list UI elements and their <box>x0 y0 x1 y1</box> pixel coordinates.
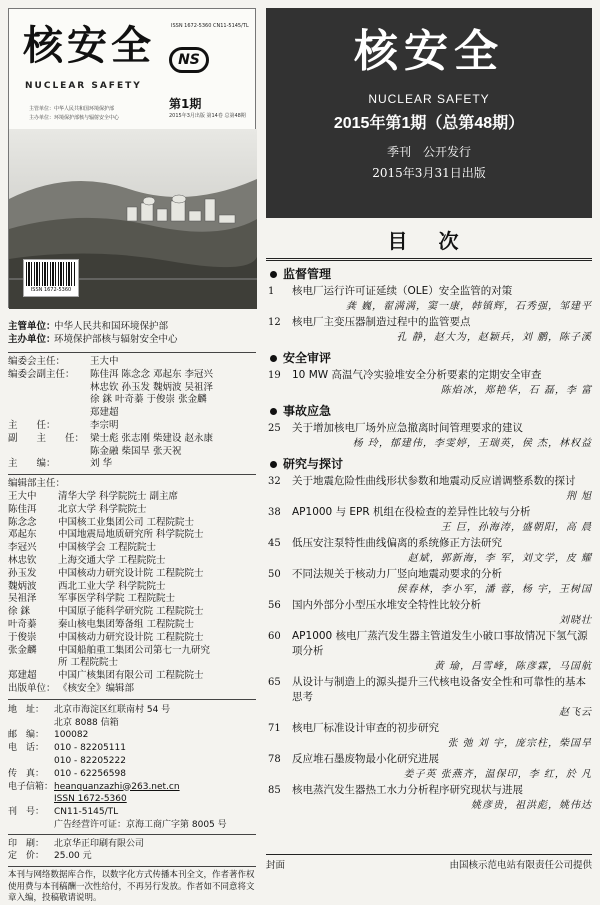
member-name: 于俊崇 <box>8 631 37 643</box>
editor-names: 徐 銤 叶奇蓁 于俊崇 张金麟 <box>90 394 207 406</box>
barcode-issn: ISSN 1672-5360 <box>30 287 72 293</box>
toc-entry-body <box>292 474 592 504</box>
page-number: 1 <box>268 286 275 297</box>
barcode <box>23 259 79 297</box>
member-affiliation: 中国核动力研究设计院 工程院院士 <box>58 567 204 579</box>
article-title: 核电蒸汽发生器热工水力分析程序研究现状与进展 <box>292 784 523 796</box>
table-of-contents <box>266 266 592 813</box>
article-authors: 姚彦贵，祖洪彪，姚伟达 <box>471 800 592 811</box>
toc-entry-body <box>292 675 592 720</box>
copyright-note: 本刊与网络数据库合作，以数字化方式传播本刊全文，作者著作权使用费与本刊稿酬一次性给付，不再另行发放。作者如不同意将文章入编，投稿敬请说明。 <box>8 870 255 904</box>
contact-label <box>8 819 54 832</box>
article-title: 10 MW 高温气冷实验堆安全分析要素的定期安全审查 <box>292 369 542 381</box>
toc-entry[interactable] <box>266 368 592 398</box>
toc-entry-body <box>292 536 592 566</box>
member-affiliation: 军事医学科学院 工程院院士 <box>58 593 176 605</box>
toc-entry[interactable] <box>266 752 592 782</box>
page-number: 50 <box>268 569 281 580</box>
member-row <box>8 619 256 632</box>
toc-entry[interactable] <box>266 721 592 751</box>
editor-role: 主 编： <box>8 458 56 470</box>
article-title: 关于增加核电厂场外应急撤离时间管理要求的建议 <box>292 422 523 434</box>
info-value: 环境保护部核与辐射安全中心 <box>54 334 178 345</box>
info-row <box>8 333 256 346</box>
right-column <box>266 8 592 813</box>
article-title: 反应堆石墨废物最小化研究进展 <box>292 753 439 765</box>
section-title: 研究与探讨 <box>283 457 344 471</box>
editor-row <box>8 420 256 433</box>
member-name: 林忠钦 <box>8 554 37 566</box>
article-authors: 陈焰冰，郑艳华，石 磊，李 富 <box>440 385 592 396</box>
publication-date: 2015年3月31日出版 <box>372 166 486 180</box>
page-number: 71 <box>268 723 281 734</box>
article-authors: 荆 旭 <box>565 491 592 502</box>
contact-row <box>8 717 256 730</box>
bullet-icon <box>270 408 277 415</box>
editor-names: 刘 华 <box>90 458 113 470</box>
address-text: 北京市海淀区红联南村 54 号 <box>54 704 171 715</box>
divider <box>266 258 592 261</box>
toc-entry-body <box>292 368 592 398</box>
article-authors: 刘晓壮 <box>559 615 592 626</box>
editor-row <box>8 458 256 471</box>
section-heading <box>266 456 592 473</box>
member-row <box>8 542 256 555</box>
member-name <box>8 657 58 670</box>
member-row <box>8 568 256 581</box>
page-number: 19 <box>268 370 281 381</box>
page-number: 25 <box>268 423 281 434</box>
member-name: 王大中 <box>8 490 37 502</box>
member-row <box>8 632 256 645</box>
article-title: 不同法规关于核动力厂竖向地震动要求的分析 <box>292 568 502 580</box>
editor-role: 主 任： <box>8 419 56 431</box>
member-name: 陈念念 <box>8 516 37 528</box>
section-heading <box>266 350 592 367</box>
toc-entry[interactable] <box>266 284 592 314</box>
editor-names: 李宗明 <box>90 419 119 431</box>
member-affiliation: 中国核学会 工程院院士 <box>58 542 157 554</box>
editor-names: 王大中 <box>90 356 119 367</box>
toc-entry-body <box>292 598 592 628</box>
member-name: 陈佳洱 <box>8 503 37 515</box>
bullet-icon <box>270 355 277 362</box>
page-number: 78 <box>268 754 281 765</box>
member-row <box>8 593 256 606</box>
print-label: 印 刷： <box>8 838 45 849</box>
issn-text: ISSN 1672-5360 <box>54 794 127 805</box>
contact-label: 刊 号： <box>8 807 45 818</box>
section-title: 监督管理 <box>283 267 332 281</box>
contact-label: 电 话： <box>8 743 45 754</box>
article-authors: 王 巨，孙海涛，盛朝阳，高 晨 <box>440 522 592 533</box>
cover-line-1: 主管单位：中华人民共和国环境保护部 <box>29 106 115 112</box>
toc-entry-body <box>292 567 592 597</box>
contact-row <box>8 819 256 832</box>
member-affiliation: 中国船舶重工集团公司第七一九研究 <box>58 644 211 656</box>
member-row <box>8 657 256 670</box>
editor-row <box>8 433 256 446</box>
footer-left: 封面 <box>266 860 286 871</box>
contact-row <box>8 768 256 781</box>
contact-label: 电子信箱： <box>8 781 54 792</box>
toc-entry-body <box>292 783 592 813</box>
page-number: 32 <box>268 476 281 487</box>
toc-entry-body <box>292 284 592 314</box>
member-row <box>8 670 256 683</box>
member-name: 编辑部主任： <box>8 478 66 490</box>
publication-frequency: 季刊 公开发行 <box>386 145 471 159</box>
cover-subtitle: NUCLEAR SAFETY <box>25 81 142 91</box>
member-name: 邓起东 <box>8 529 37 541</box>
cover-date: 2015年3月出版 第14卷 总第48期 <box>169 113 246 119</box>
editor-names: 陈金融 柴国旱 张天祝 <box>90 445 182 457</box>
article-authors: 黄 瑜，吕雪峰，陈彦霖，马国航 <box>433 661 592 672</box>
toc-entry-body <box>292 421 592 451</box>
contact-row <box>8 793 256 806</box>
article-title: 关于地震危险性曲线形状参数和地震动反应谱调整系数的探讨 <box>292 475 576 487</box>
contact-row <box>8 729 256 742</box>
page-number: 45 <box>268 538 281 549</box>
price-text: 25.00 元 <box>54 851 92 862</box>
member-affiliation: 中国地震局地质研究所 科学院院士 <box>58 529 204 541</box>
member-row <box>8 645 256 658</box>
cover-issue: 第1期 <box>169 97 202 111</box>
article-title: 核电厂运行许可证延续（OLE）安全监管的对策 <box>292 285 513 297</box>
barcode-icon <box>26 262 76 286</box>
article-authors: 孔 静，赵大为，赵颖兵，刘 鹏，陈子溪 <box>396 332 592 343</box>
member-row <box>8 529 256 542</box>
toc-entry-body <box>292 505 592 535</box>
contact-label: 传 真： <box>8 768 45 779</box>
member-row <box>8 478 256 491</box>
page-number: 60 <box>268 631 281 642</box>
contact-label <box>8 717 54 730</box>
member-name: 魏炳波 <box>8 580 37 592</box>
toc-entry[interactable] <box>266 474 592 504</box>
cover-line-2: 主办单位：环境保护部核与辐射安全中心 <box>29 115 120 121</box>
article-authors: 姜子英 张燕齐，温保印，李 红，於 凡 <box>403 769 592 780</box>
issue-number: 2015年第1期（总第48期） <box>333 115 525 132</box>
cover-image <box>8 8 256 308</box>
print-row <box>8 850 256 863</box>
toc-entry-body <box>292 315 592 345</box>
member-affiliation: 中国核工业集团公司 工程院院士 <box>58 516 195 528</box>
contact-row <box>8 704 256 717</box>
contact-row <box>8 755 256 768</box>
section-heading <box>266 403 592 420</box>
cover-logo: 核安全 <box>23 22 155 69</box>
toc-entry[interactable] <box>266 629 592 674</box>
toc-entry[interactable] <box>266 421 592 451</box>
member-list <box>8 475 256 700</box>
article-title: 核电厂标准设计审查的初步研究 <box>292 722 439 734</box>
editor-names: 郑建超 <box>90 407 119 419</box>
editor-role: 副 主 任： <box>8 432 85 444</box>
member-affiliation: 北京大学 科学院院士 <box>58 503 147 515</box>
left-column <box>8 8 256 905</box>
member-affiliation: 秦山核电集团筹备组 工程院院士 <box>58 618 195 630</box>
article-title: 低压安注泵特性曲线偏离的系统修正方法研究 <box>292 537 502 549</box>
contact-row <box>8 781 256 794</box>
member-row <box>8 606 256 619</box>
member-name: 叶奇蓁 <box>8 618 37 630</box>
editor-row <box>8 356 256 369</box>
toc-entry[interactable] <box>266 315 592 345</box>
article-authors: 赵斌，郭新海，李 军，刘文学，皮 耀 <box>407 553 592 564</box>
mailbox-text: 北京 8088 信箱 <box>54 717 119 728</box>
article-authors: 赵飞云 <box>559 707 592 718</box>
fax-text: 010 - 62256598 <box>54 768 126 779</box>
member-row <box>8 504 256 517</box>
contact-label <box>8 793 54 806</box>
editor-role: 编委会主任： <box>8 356 66 367</box>
phone-text: 010 - 82205222 <box>54 755 126 766</box>
article-title: 国内外部分小型压水堆安全特性比较分析 <box>292 599 481 611</box>
ns-badge-icon: NS <box>169 47 209 73</box>
cover-issn: ISSN 1672-5360 CN11-5145/TL <box>171 23 249 29</box>
phone-text: 010 - 82205111 <box>54 743 126 754</box>
member-affiliation <box>58 478 256 491</box>
editor-names: 梁士彪 张志刚 柴建设 赵永康 <box>90 432 214 444</box>
member-affiliation: 上海交通大学 工程院院士 <box>58 554 166 566</box>
member-row <box>8 683 256 696</box>
page-number: 38 <box>268 507 281 518</box>
cover-sponsor-lines <box>29 105 119 123</box>
ad-license-text: 广告经营许可证：京海工商广字第 8005 号 <box>54 819 227 830</box>
editorial-board <box>8 352 256 475</box>
member-affiliation: 《核安全》编辑部 <box>58 682 135 694</box>
toc-entry[interactable] <box>266 675 592 720</box>
article-title: AP1000 核电厂蒸汽发生器主管道发生小破口事故情况下氢气源项分析 <box>292 630 588 657</box>
info-key: 主管单位： <box>8 321 56 332</box>
member-name: 徐 銤 <box>8 606 31 618</box>
toc-entry[interactable] <box>266 536 592 566</box>
member-row <box>8 517 256 530</box>
journal-english-title: NUCLEAR SAFETY <box>368 92 490 106</box>
journal-header <box>266 8 592 218</box>
section-title: 事故应急 <box>283 404 332 418</box>
member-name: 孙玉发 <box>8 567 37 579</box>
member-affiliation: 清华大学 科学院院士 副主席 <box>58 490 179 502</box>
member-affiliation: 中国核动力研究设计院 工程院院士 <box>58 631 204 643</box>
member-name: 张金麟 <box>8 644 37 656</box>
member-affiliation: 所 工程院院士 <box>58 657 119 669</box>
contents-title: 目 次 <box>387 229 471 253</box>
toc-entry-body <box>292 629 592 674</box>
printer-text: 北京华正印刷有限公司 <box>54 838 145 849</box>
article-title: AP1000 与 EPR 机组在役检查的差异性比较与分析 <box>292 506 531 518</box>
postcode-text: 100082 <box>54 730 89 741</box>
print-info <box>8 835 256 868</box>
toc-entry-body <box>292 721 592 751</box>
page-number: 85 <box>268 785 281 796</box>
page-number: 56 <box>268 600 281 611</box>
section-title: 安全审评 <box>283 351 332 365</box>
toc-entry[interactable] <box>266 598 592 628</box>
article-title: 从设计与制造上的源头提升三代核电设备安全性和可靠性的基本思考 <box>292 676 586 703</box>
bullet-icon <box>270 461 277 468</box>
member-row <box>8 555 256 568</box>
toc-entry[interactable] <box>266 567 592 597</box>
editor-row <box>8 369 256 382</box>
member-affiliation: 西北工业大学 科学院院士 <box>58 580 166 592</box>
editor-names: 陈佳洱 陈念念 邓起东 李冠兴 <box>90 368 214 380</box>
journal-title: 核安全 <box>354 26 504 77</box>
contact-label: 邮 编： <box>8 730 45 741</box>
member-row <box>8 491 256 504</box>
toc-entry[interactable] <box>266 783 592 813</box>
toc-entry[interactable] <box>266 505 592 535</box>
article-authors: 杨 玲，郁建伟，李雯婷，王瑞英，侯 杰，林权益 <box>352 438 592 449</box>
member-row <box>8 581 256 594</box>
footer-right: 由国核示范电站有限责任公司提供 <box>449 860 592 871</box>
print-label: 定 价： <box>8 851 45 862</box>
page-number: 12 <box>268 317 281 328</box>
info-value: 中华人民共和国环境保护部 <box>54 321 169 332</box>
print-row <box>8 838 256 851</box>
toc-entry-body <box>292 752 592 782</box>
article-authors: 龚 巍，翟满满，窦一康，韩镇辉，石秀强，邹建平 <box>345 301 592 312</box>
editor-role: 编委会副主任： <box>8 368 75 380</box>
contact-label <box>8 755 54 768</box>
article-authors: 张 弛 刘 宇，庞宗柱，柴国旱 <box>447 738 592 749</box>
member-name: 郑建超 <box>8 670 37 682</box>
info-key: 主办单位： <box>8 334 56 345</box>
contact-row <box>8 742 256 755</box>
contact-info <box>8 700 256 835</box>
section-heading <box>266 266 592 283</box>
info-row <box>8 320 256 333</box>
member-name: 出版单位： <box>8 682 56 694</box>
footer <box>266 854 592 871</box>
bullet-icon <box>270 271 277 278</box>
cn-text: CN11-5145/TL <box>54 807 119 818</box>
page-number: 65 <box>268 677 281 688</box>
member-name: 吴祖泽 <box>8 593 37 605</box>
member-affiliation: 中国原子能科学研究院 工程院院士 <box>58 606 204 618</box>
member-affiliation: 中国广核集团有限公司 工程院院士 <box>58 670 204 682</box>
member-name: 李冠兴 <box>8 542 37 554</box>
email-link[interactable]: heanquanzazhi@263.net.cn <box>54 781 180 792</box>
sponsor-info <box>8 320 256 346</box>
article-authors: 侯春林，李小军，潘 蓉，杨 宇，王树国 <box>396 584 592 595</box>
editor-names: 林忠钦 孙玉发 魏炳波 吴祖泽 <box>90 381 214 393</box>
article-title: 核电厂主变压器制造过程中的监管要点 <box>292 316 471 328</box>
contact-row <box>8 806 256 819</box>
contact-label: 地 址： <box>8 704 45 715</box>
